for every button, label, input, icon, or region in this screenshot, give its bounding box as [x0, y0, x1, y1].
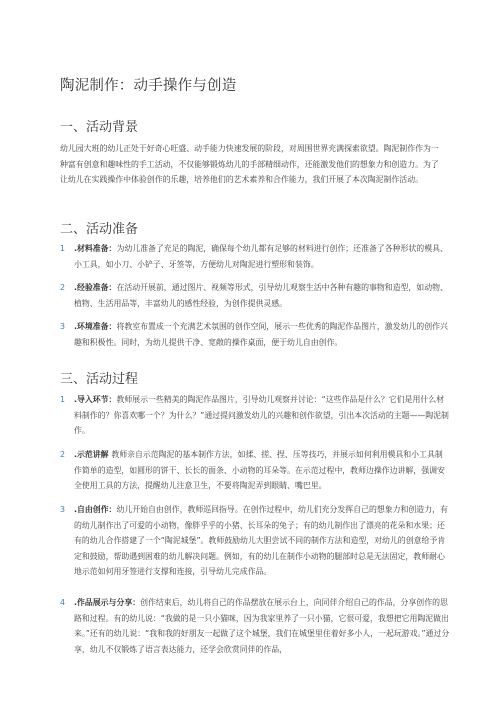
list-number: 4: [60, 598, 66, 607]
list-item: [60, 447, 450, 494]
item-label: .材料准备：: [74, 244, 117, 253]
list-item: [60, 241, 450, 272]
item-label: .自由创作：: [74, 505, 117, 514]
section-heading-process: 三、活动过程: [60, 372, 139, 387]
list-item: [60, 502, 450, 580]
item-label: .作品展示与分享：: [74, 598, 141, 607]
list-number: 1: [60, 244, 66, 253]
list-number: 2: [60, 450, 66, 459]
item-label: .示范讲解: [74, 450, 112, 459]
item-label: .环境准备：: [74, 322, 117, 331]
section-heading-background: 一、活动背景: [60, 120, 139, 135]
list-number: 1: [60, 395, 66, 404]
item-label: .导入环节：: [74, 395, 117, 404]
list-item: [60, 319, 450, 350]
list-number: 3: [60, 505, 66, 514]
item-text: 教师展示一些精美的陶泥作品图片，引导幼儿观察并讨论：“这些作品是什么？它们是用什么材料制作的？你喜欢哪一个？为什么？”通过提问激发幼儿的兴趣和创作欲望，引出本次活动的主题——陶泥制作。: [74, 395, 449, 436]
list-item: [60, 595, 450, 657]
background-paragraph: 幼儿园大班的幼儿正处于好奇心旺盛、动手能力快速发展的阶段，对周围世界充满探索欲望。陶泥制作作为一种富有创意和趣味性的手工活动，不仅能够锻炼幼儿的手部精细动作，还能激发他们的想象力和创造力。为了让幼儿在实践操作中体验创作的乐趣，培养他们的艺术素养和合作能力，我们开展了本次陶泥制作活动。: [60, 144, 439, 185]
item-text: 教师亲自示范陶泥的基本制作方法，如揉、搓、捏、压等技巧，并展示如何利用模具和小工具制作简单的造型，如圆形的饼干、长长的面条、小动物的耳朵等。在示范过程中，教师边操作边讲解，强调安全使用工具的方法，提醒幼儿注意卫生，不要将陶泥弄到眼睛、嘴巴里。: [74, 450, 445, 491]
section-heading-preparation: 二、活动准备: [60, 222, 139, 237]
item-text: 为幼儿准备了充足的陶泥，确保每个幼儿都有足够的材料进行创作；还准备了各种形状的模具、小工具，如小刀、小铲子、牙签等，方便幼儿对陶泥进行塑形和装饰。: [74, 244, 448, 269]
item-text: 幼儿开始自由创作，教师巡回指导。在创作过程中，幼儿们充分发挥自己的想象力和创造力，有的幼儿制作出了可爱的小动物，像胖乎乎的小猪、长耳朵的兔子；有的幼儿制作出了漂亮的花朵和水果；还有的幼儿合作搭建了一个“陶泥城堡”。教师鼓励幼儿大胆尝试不同的制作方法和造型，对幼儿的创意给予肯定和鼓励，帮助遇到困难的幼儿解决问题。例如，有的幼儿在制作小动物的腿部时总是无法固定，教师耐心地示范如何用牙签进行支撑和连接，引导幼儿完成作品。: [74, 505, 448, 577]
list-item: [60, 280, 450, 311]
document-title: 陶泥制作：动手操作与创造: [60, 78, 237, 94]
list-number: 2: [60, 283, 66, 292]
item-label: .经验准备：: [74, 283, 117, 292]
item-text: 在活动开展前，通过图片、视频等形式，引导幼儿观察生活中各种有趣的事物和造型，如动物、植物、生活用品等，丰富幼儿的感性经验，为创作提供灵感。: [74, 283, 448, 308]
list-number: 3: [60, 322, 66, 331]
list-item: [60, 392, 450, 439]
item-text: 将教室布置成一个充满艺术氛围的创作空间，展示一些优秀的陶泥作品图片，激发幼儿的创作兴趣和积极性。同时，为幼儿提供干净、宽敞的操作桌面，便于幼儿自由创作。: [74, 322, 448, 347]
item-text: 创作结束后，幼儿将自己的作品摆放在展示台上，向同伴介绍自己的作品，分享创作的思路和过程。有的幼儿说：“我做的是一只小猫咪，因为我家里养了一只小猫，它很可爱，我想把它用陶泥做出来。”还有的幼儿说：“我和我的好朋友一起做了这个城堡，我们在城堡里住着好多小人，一起玩游戏。”通过分享，幼儿不仅锻炼了语言表达能力，还学会欣赏同伴的作品，: [74, 598, 450, 654]
